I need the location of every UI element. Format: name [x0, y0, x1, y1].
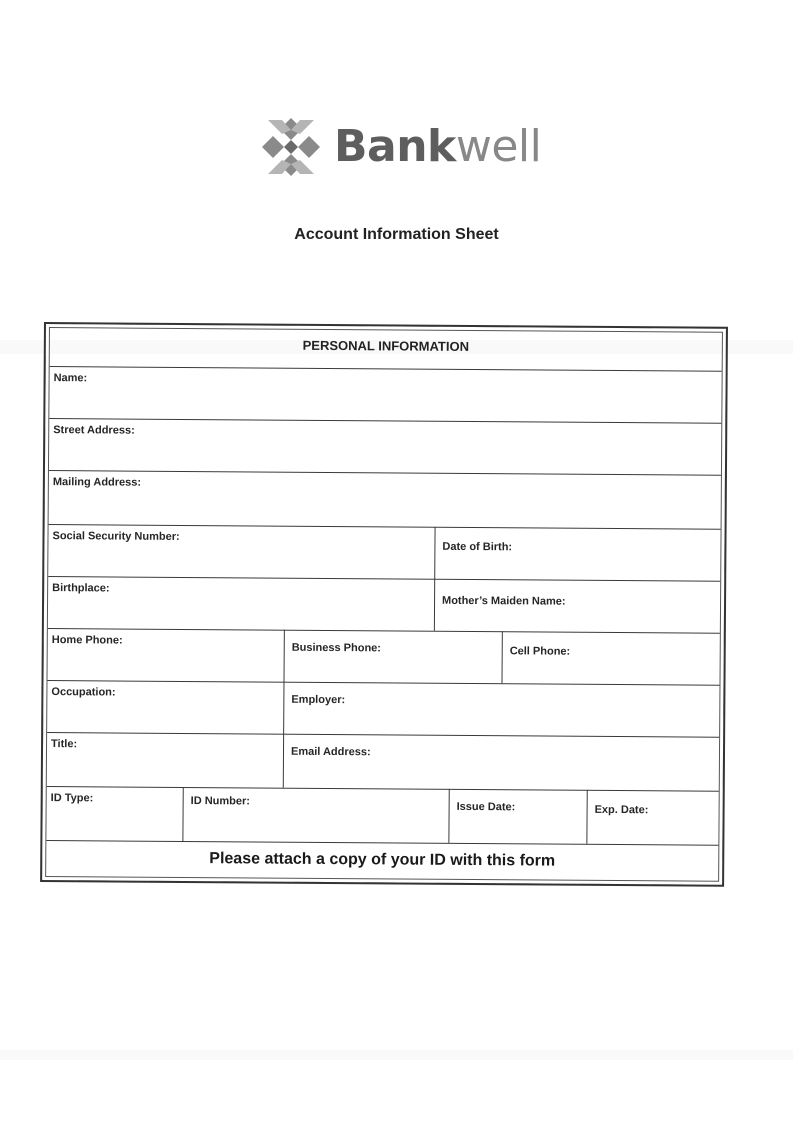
employer-field[interactable]: Employer:	[291, 693, 346, 707]
birthplace-field[interactable]: Birthplace:	[52, 582, 110, 595]
home-phone-field[interactable]: Home Phone:	[51, 634, 123, 647]
brand-bold: Bank	[334, 121, 456, 172]
bankwell-wordmark	[334, 120, 541, 174]
occupation-field[interactable]: Occupation:	[51, 686, 116, 699]
attach-id-note: Please attach a copy of your ID with this form	[209, 850, 556, 870]
sheet-title: Account Information Sheet	[294, 226, 499, 243]
exp-date-field[interactable]: Exp. Date:	[594, 803, 649, 817]
section-header: PERSONAL INFORMATION	[302, 337, 470, 354]
id-number-field[interactable]: ID Number:	[190, 795, 250, 808]
scan-artifact	[0, 1050, 793, 1060]
name-field[interactable]: Name:	[53, 372, 88, 385]
bankwell-logo	[258, 112, 542, 182]
business-phone-field[interactable]: Business Phone:	[291, 641, 382, 655]
issue-date-field[interactable]: Issue Date:	[456, 800, 516, 814]
personal-information-form	[40, 322, 728, 887]
ssn-field[interactable]: Social Security Number:	[52, 530, 180, 543]
bankwell-logo-mark-icon	[258, 114, 324, 180]
cell-phone-field[interactable]: Cell Phone:	[509, 645, 571, 658]
mothers-maiden-name-field[interactable]: Mother’s Maiden Name:	[442, 594, 566, 608]
brand-light: well	[455, 121, 542, 172]
email-address-field[interactable]: Email Address:	[290, 745, 371, 759]
mailing-address-field[interactable]: Mailing Address:	[52, 476, 142, 489]
form-frame	[40, 322, 728, 887]
street-address-field[interactable]: Street Address:	[53, 424, 135, 437]
title-field[interactable]: Title:	[51, 738, 78, 751]
id-type-field[interactable]: ID Type:	[50, 792, 94, 805]
date-of-birth-field[interactable]: Date of Birth:	[442, 540, 513, 554]
